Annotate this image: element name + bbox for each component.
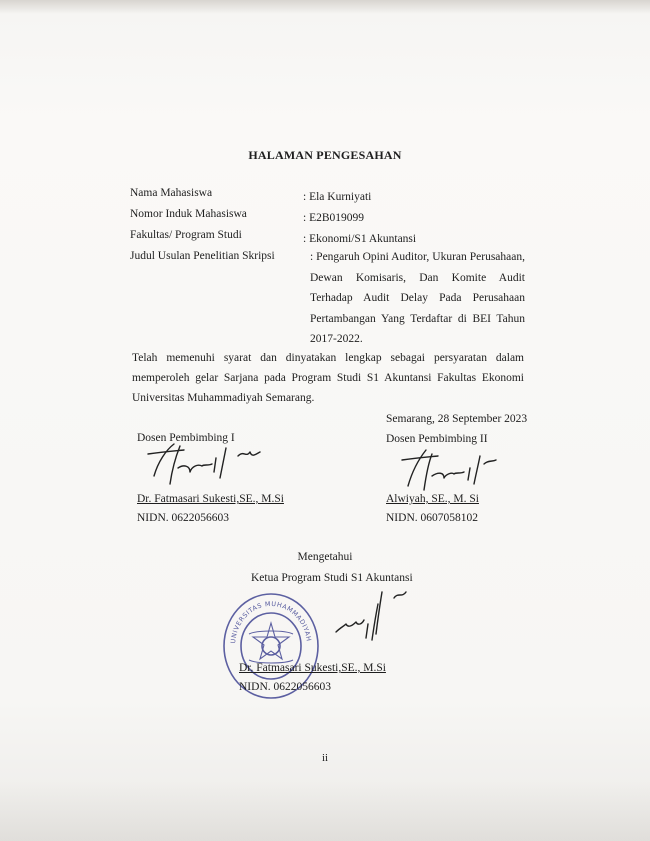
thesis-title-line: Terhadap Audit Delay Pada Perusahaan (310, 292, 525, 304)
approver-signature (332, 584, 422, 646)
supervisor1-role: Dosen Pembimbing I (137, 432, 235, 444)
supervisor1-nidn: NIDN. 0622056603 (137, 512, 229, 524)
statement-line: Telah memenuhi syarat dan dinyatakan lengkap sebagai persyaratan dalam (132, 352, 524, 364)
approval-role: Ketua Program Studi S1 Akuntansi (251, 572, 413, 584)
field-label-thesis-title: Judul Usulan Penelitian Skripsi (130, 250, 275, 262)
thesis-title-line: Dewan Komisaris, Dan Komite Audit (310, 272, 525, 284)
approver-name: Dr. Fatmasari Sukesti,SE., M.Si (239, 662, 386, 674)
thesis-title-line: 2017-2022. (310, 333, 363, 345)
approval-heading: Mengetahui (297, 551, 353, 563)
approver-nidn: NIDN. 0622056603 (239, 681, 331, 693)
field-label-faculty: Fakultas/ Program Studi (130, 229, 242, 241)
field-label-student-name: Nama Mahasiswa (130, 187, 213, 199)
page-title: HALAMAN PENGESAHAN (248, 148, 402, 162)
thesis-title-line: : Pengaruh Opini Auditor, Ukuran Perusahaan, (310, 251, 525, 263)
place-date: Semarang, 28 September 2023 (386, 413, 528, 425)
supervisor1-name: Dr. Fatmasari Sukesti,SE., M.Si (137, 493, 284, 505)
svg-text:UNIVERSITAS MUHAMMADIYAH SEMAR: UNIVERSITAS MUHAMMADIYAH SEMARANG (217, 584, 313, 645)
supervisor2-name: Alwiyah, SE., M. Si (386, 493, 479, 505)
supervisor2-signature (398, 446, 508, 494)
field-value-student-name: : Ela Kurniyati (303, 191, 372, 203)
field-value-student-id: : E2B019099 (303, 212, 365, 224)
page-number: ii (321, 752, 329, 764)
field-value-faculty: : Ekonomi/S1 Akuntansi (303, 233, 417, 245)
supervisor1-signature (140, 440, 280, 492)
field-label-student-id: Nomor Induk Mahasiswa (130, 208, 247, 220)
supervisor2-role: Dosen Pembimbing II (386, 433, 488, 445)
statement-line: Universitas Muhammadiyah Semarang. (132, 392, 315, 404)
supervisor2-nidn: NIDN. 0607058102 (386, 512, 478, 524)
thesis-title-line: Pertambangan Yang Terdaftar di BEI Tahun (310, 313, 525, 325)
statement-line: memperoleh gelar Sarjana pada Program Studi S1 Akuntansi Fakultas Ekonomi (132, 372, 524, 384)
